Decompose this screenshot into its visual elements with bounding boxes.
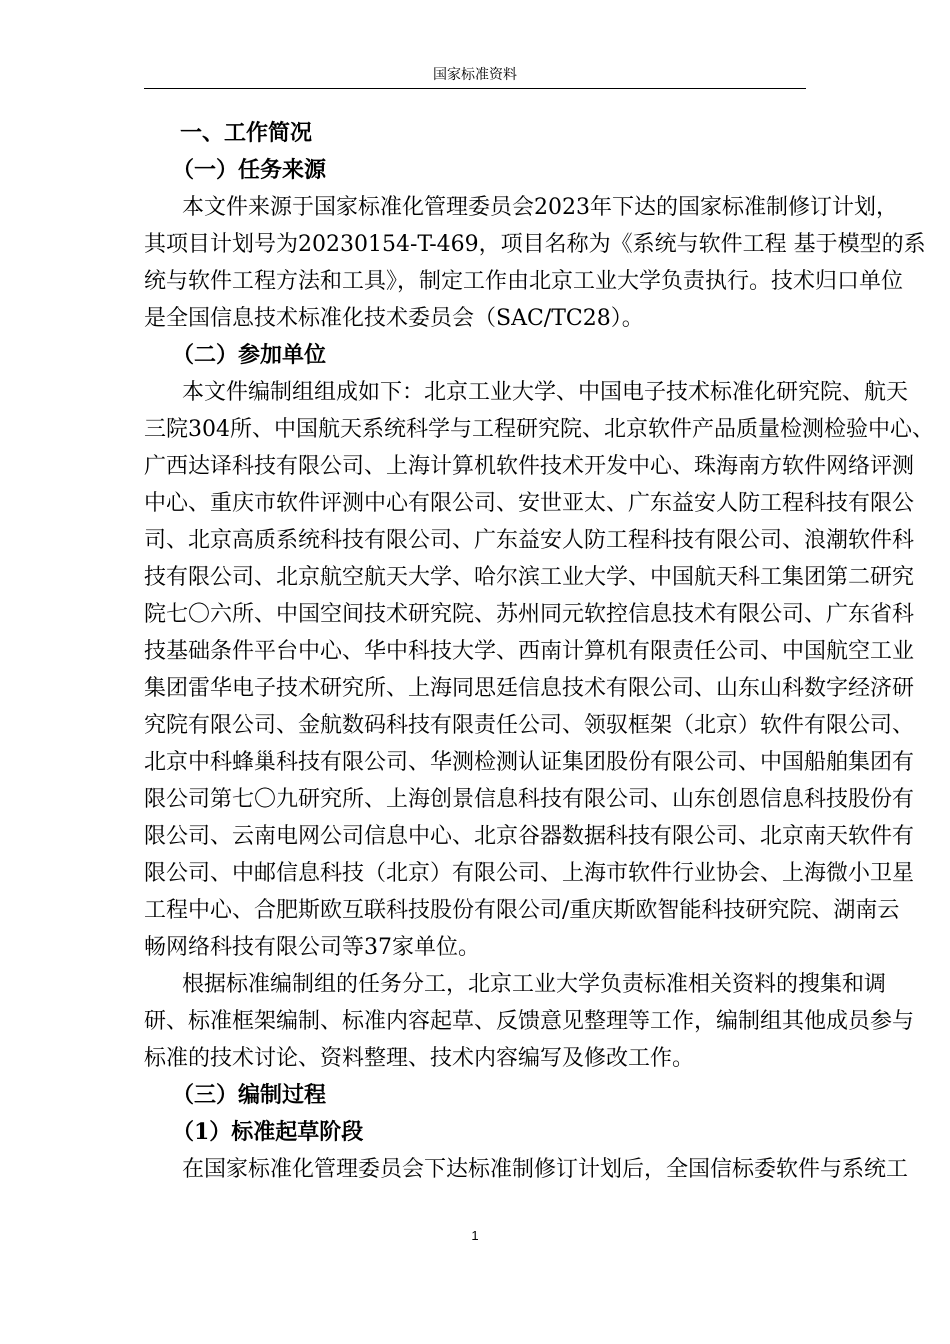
document-body — [144, 115, 934, 1188]
paragraph-line: 限公司第七〇九研究所、上海创景信息科技有限公司、山东创恩信息科技股份有 — [144, 787, 915, 812]
paragraph — [144, 966, 915, 1077]
paragraph-line: 其项目计划号为20230154-T-469，项目名称为《系统与软件工程 基于模型的系 — [144, 232, 926, 257]
heading-text: （一）任务来源 — [172, 157, 327, 183]
section-heading — [144, 115, 806, 152]
paragraph-line: 限公司、云南电网公司信息中心、北京谷器数据科技有限公司、北京南天软件有 — [144, 824, 915, 849]
paragraph-line: 中心、重庆市软件评测中心有限公司、安世亚太、广东益安人防工程科技有限公 — [144, 491, 915, 516]
page-number: 1 — [471, 1228, 479, 1243]
paragraph-line: 统与软件工程方法和工具》，制定工作由北京工业大学负责执行。技术归口单位 — [144, 269, 904, 294]
section-heading — [144, 1077, 806, 1114]
section-heading — [144, 337, 806, 374]
heading-text: （二）参加单位 — [172, 342, 327, 368]
paragraph-line: 是全国信息技术标准化技术委员会（SAC/TC28）。 — [144, 306, 644, 331]
paragraph-line: 工程中心、合肥斯欧互联科技股份有限公司/重庆斯欧智能科技研究院、湖南云 — [144, 898, 900, 923]
paragraph-line: 技有限公司、北京航空航天大学、哈尔滨工业大学、中国航天科工集团第二研究 — [144, 565, 915, 590]
paragraph-line: 本文件编制组组成如下：北京工业大学、中国电子技术标准化研究院、航天 — [182, 380, 909, 405]
paragraph-line: 集团雷华电子技术研究所、上海同思廷信息技术有限公司、山东山科数字经济研 — [144, 676, 915, 701]
heading-text: 一、工作简况 — [180, 120, 313, 146]
header-rule — [144, 88, 806, 89]
paragraph-line: 畅网络科技有限公司等37家单位。 — [144, 935, 480, 960]
section-heading — [144, 152, 806, 189]
paragraph — [144, 1151, 909, 1188]
paragraph — [144, 189, 926, 337]
paragraph — [144, 374, 934, 966]
paragraph-line: 本文件来源于国家标准化管理委员会2023年下达的国家标准制修订计划， — [182, 195, 898, 220]
paragraph-line: 广西达译科技有限公司、上海计算机软件技术开发中心、珠海南方软件网络评测 — [144, 454, 915, 479]
paragraph-line: 究院有限公司、金航数码科技有限责任公司、领驭框架（北京）软件有限公司、 — [144, 713, 915, 738]
paragraph-line: 司、北京高质系统科技有限公司、广东益安人防工程科技有限公司、浪潮软件科 — [144, 528, 915, 553]
page-header-title: 国家标准资料 — [433, 66, 517, 82]
paragraph-line: 院七〇六所、中国空间技术研究院、苏州同元软控信息技术有限公司、广东省科 — [144, 602, 915, 627]
heading-text: （三）编制过程 — [172, 1082, 327, 1108]
section-heading — [144, 1114, 806, 1151]
paragraph-line: 限公司、中邮信息科技（北京）有限公司、上海市软件行业协会、上海微小卫星 — [144, 861, 915, 886]
paragraph-line: 北京中科蜂巢科技有限公司、华测检测认证集团股份有限公司、中国船舶集团有 — [144, 750, 915, 775]
paragraph-line: 研、标准框架编制、标准内容起草、反馈意见整理等工作，编制组其他成员参与 — [144, 1009, 915, 1034]
paragraph-line: 在国家标准化管理委员会下达标准制修订计划后，全国信标委软件与系统工 — [182, 1157, 909, 1182]
paragraph-line: 技基础条件平台中心、华中科技大学、西南计算机有限责任公司、中国航空工业 — [144, 639, 915, 664]
paragraph-line: 根据标准编制组的任务分工，北京工业大学负责标准相关资料的搜集和调 — [182, 972, 887, 997]
paragraph-line: 标准的技术讨论、资料整理、技术内容编写及修改工作。 — [144, 1046, 695, 1071]
paragraph-line: 三院304所、中国航天系统科学与工程研究院、北京软件产品质量检测检验中心、 — [144, 417, 934, 442]
heading-text: （1）标准起草阶段 — [172, 1119, 364, 1145]
